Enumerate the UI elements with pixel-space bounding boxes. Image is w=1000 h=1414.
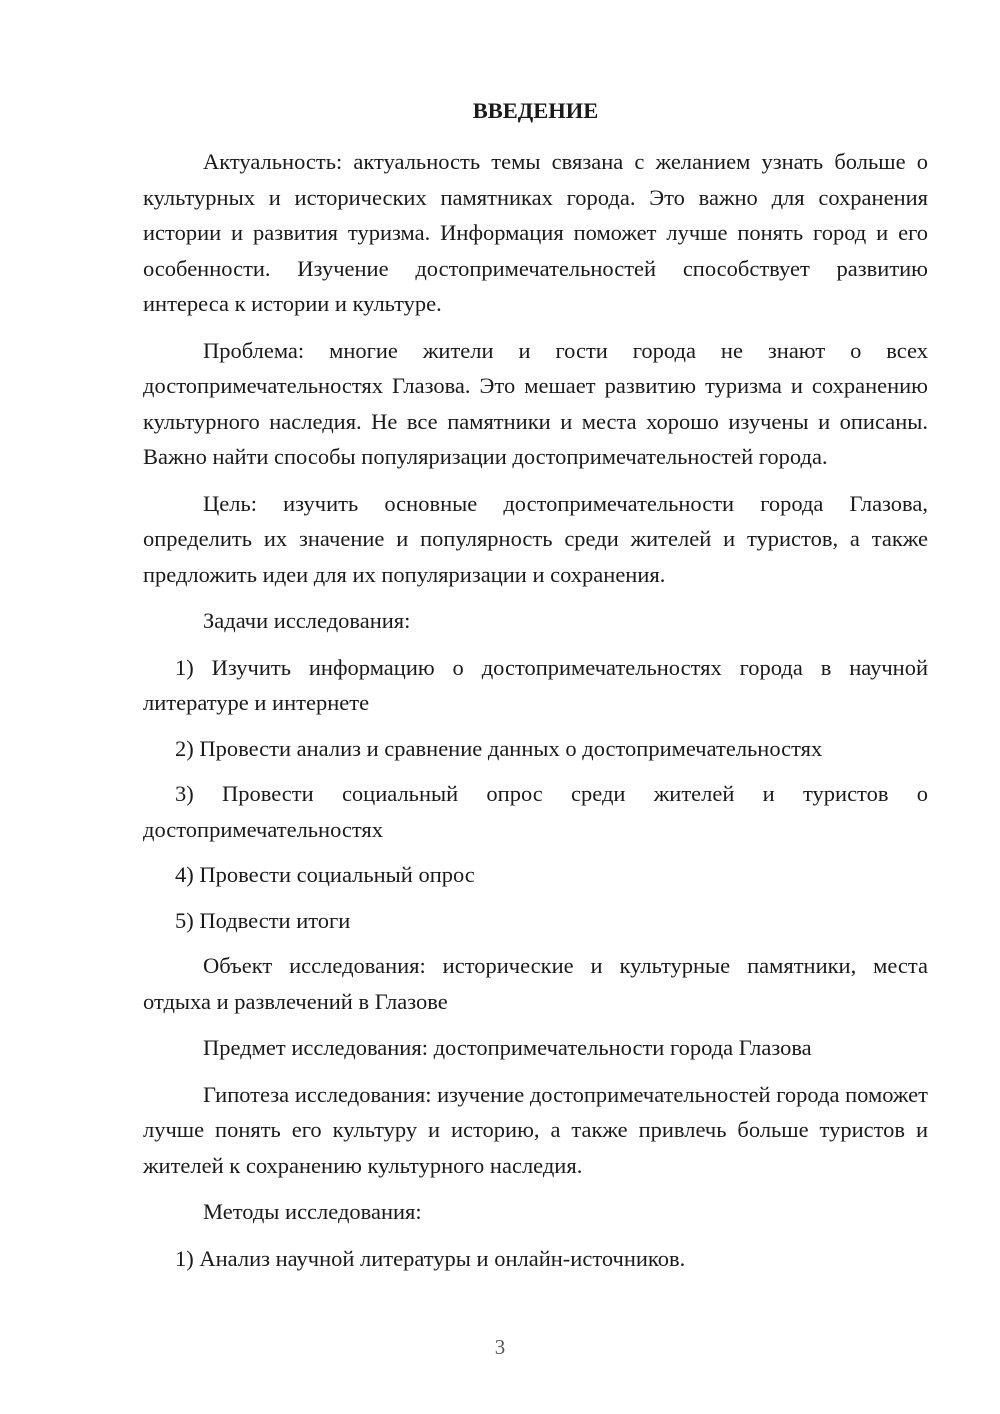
task-item-5: 5) Подвести итоги [175, 907, 351, 933]
task-item-4: 4) Провести социальный опрос [175, 862, 475, 887]
page-content [143, 96, 928, 1286]
goal-paragraph: Цель: изучить основные достопримечательности города Глазова, определить их значение и популярность среди жителей и туристов, а также предложить идеи для их популяризации и сохранения. [143, 490, 928, 587]
methods-title: Методы исследования: [203, 1199, 422, 1224]
hypothesis-paragraph: Гипотеза исследования: изучение достопримечательностей города поможет лучше понять его культуру и историю, а также привлечь больше туристов и жителей к сохранению культурного наследия. [143, 1081, 928, 1178]
method-item-1: 1) Анализ научной литературы и онлайн-источников. [175, 1245, 686, 1271]
section-heading: ВВЕДЕНИЕ [472, 98, 599, 123]
task-item-1: 1) Изучить информацию о достопримечательностях города в научной литературе и интернете [143, 654, 928, 715]
relevance-paragraph: Актуальность: актуальность темы связана с желанием узнать больше о культурных и исторических памятниках города. Это важно для сохранения истории и развития туризма. Информация поможет лучше понять город и его особенности. Изучение достопримечательностей способствует развитию интереса к истории и культуре. [143, 149, 928, 316]
subject-paragraph: Предмет исследования: достопримечательности города Глазова [203, 1035, 812, 1060]
task-item-2: 2) Провести анализ и сравнение данных о достопримечательностях [175, 735, 823, 761]
task-item-3: 3) Провести социальный опрос среди жителей и туристов о достопримечательностях [143, 781, 928, 842]
page-number: 3 [494, 1335, 506, 1359]
tasks-title: Задачи исследования: [203, 608, 411, 633]
problem-paragraph: Проблема: многие жители и гости города не знают о всех достопримечательностях Глазова. Это мешает развитию туризма и сохранению культурного наследия. Не все памятники и места хорошо изучены и описаны. Важно найти способы популяризации достопримечательностей города. [143, 337, 928, 469]
object-paragraph: Объект исследования: исторические и культурные памятники, места отдыха и развлечений в Глазове [143, 953, 928, 1014]
